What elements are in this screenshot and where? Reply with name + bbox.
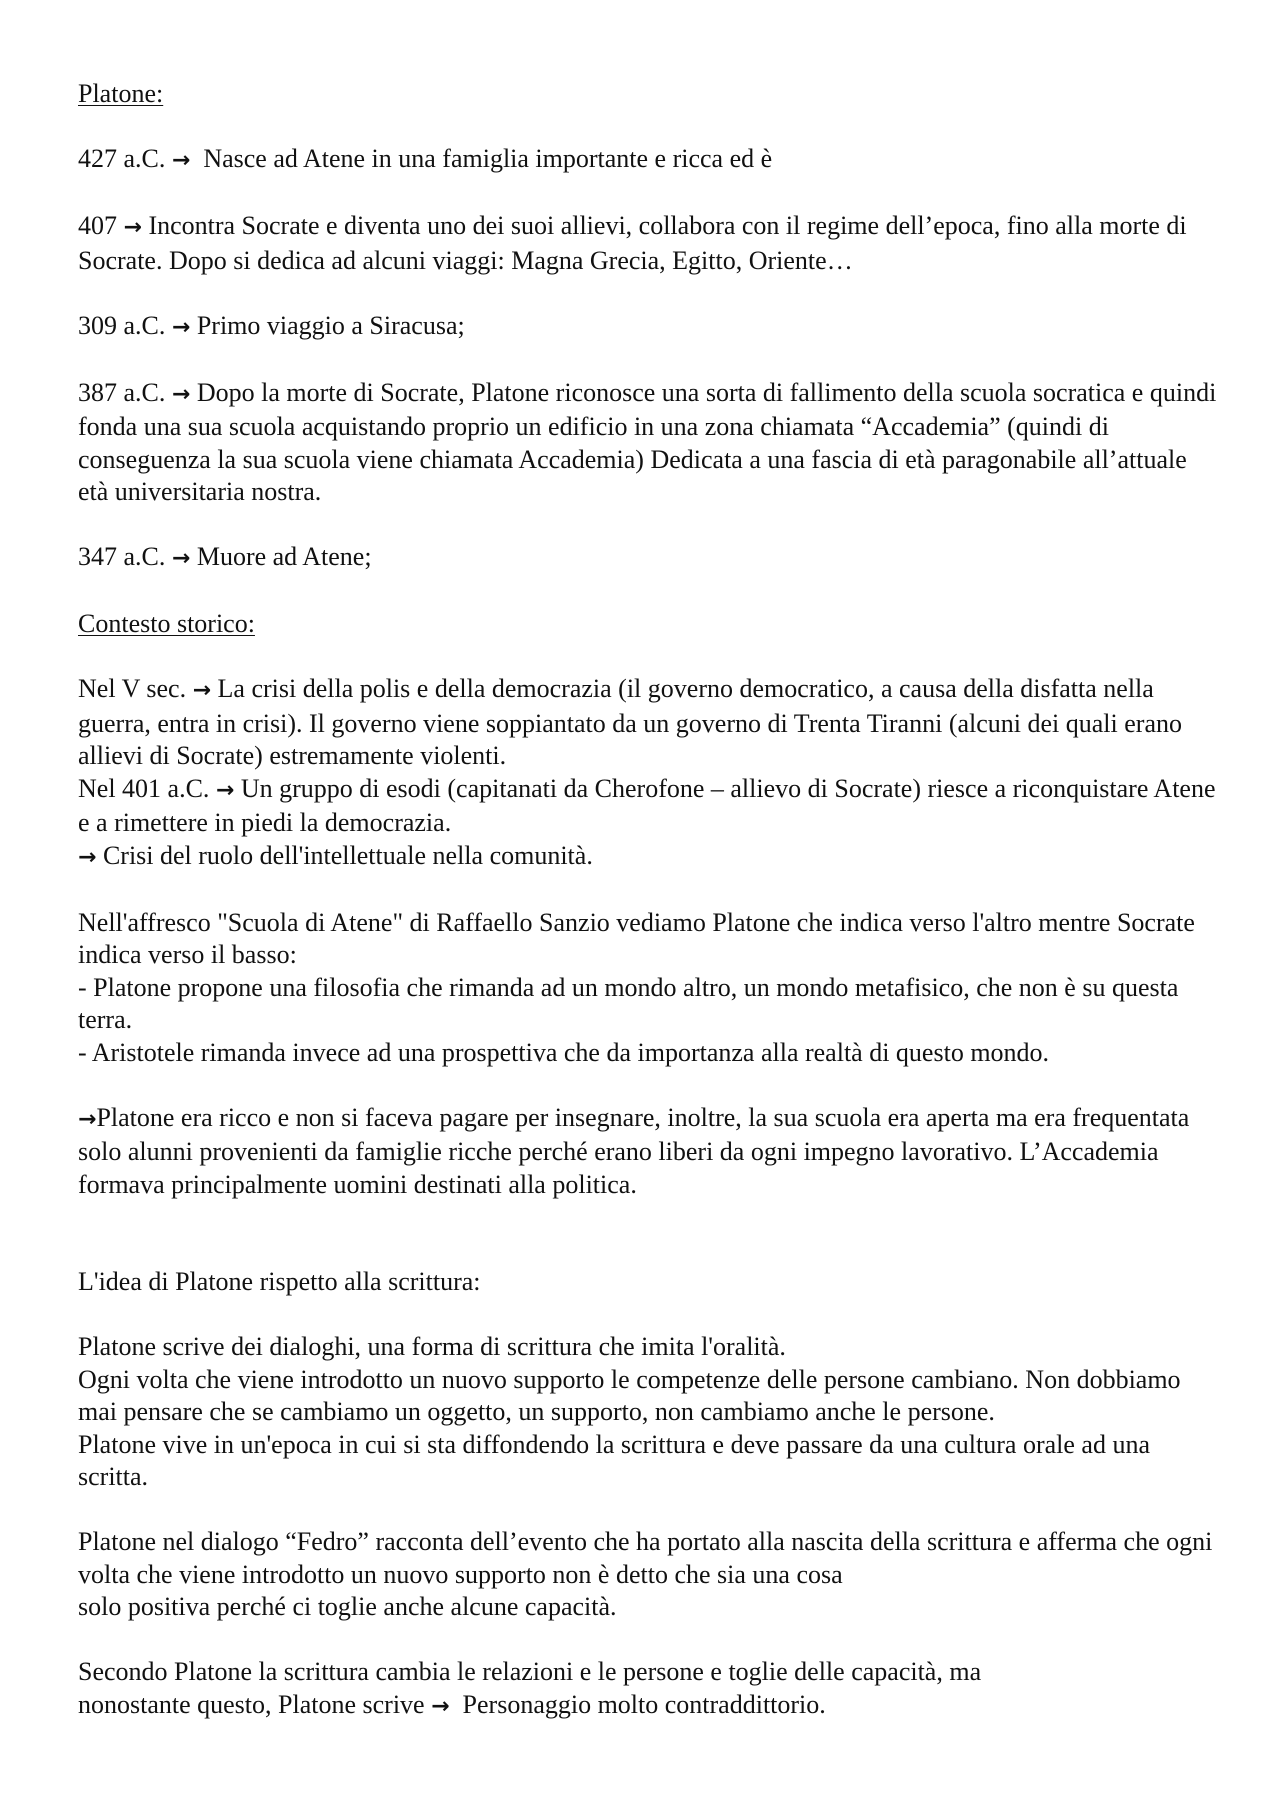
arrow-right-icon: → [171, 148, 191, 173]
section-heading-platone: Platone: [78, 79, 164, 108]
entry-date: 407 [78, 211, 117, 240]
entry-date: 347 a.C. [78, 542, 166, 571]
timeline-entry-407 [78, 210, 1220, 277]
entry-text: Incontra Socrate e diventa uno dei suoi allievi, collabora con il regime dell’epoca, fino alla morte di Socrate. Dopo si dedica ad alcuni viaggi: Magna Grecia, Egitto, Oriente… [78, 211, 1187, 275]
entry-date: 427 a.C. [78, 144, 166, 173]
timeline-entry-347 [78, 541, 1220, 576]
wealth-paragraph: →Platone era ricco e non si faceva pagare per insegnare, inoltre, la sua scuola era aperta ma era frequentata solo alunni provenienti da famiglie ricche perché erano liberi da ogni impegno lavorativo. L’Accademia formava principalmente uomini destinati alla politica. [78, 1102, 1190, 1199]
timeline-entry-309 [78, 310, 1220, 345]
entry-text: Primo viaggio a Siracusa; [196, 310, 465, 340]
arrow-right-icon: → [171, 546, 191, 571]
arrow-right-icon: → [431, 1693, 450, 1719]
contesto-paragraph-401: Nel 401 a.C. → Un gruppo di esodi (capitanati da Cherofone – allievo di Socrate) riesce a riconquistare Atene e a rimettere in piedi la democrazia. [78, 773, 1216, 837]
scrittura-line: Platone scrive dei dialoghi, una forma di scrittura che imita l'oralità. [78, 1332, 786, 1361]
arrow-right-icon: → [215, 777, 235, 803]
fedro-paragraph: Platone nel dialogo “Fedro” racconta dell’evento che ha portato alla nascita della scrittura e afferma che ogni volta che viene introdotto un nuovo supporto non è detto che sia una cosa [78, 1527, 1213, 1589]
conclusion-line: nonostante questo, Platone scrive → Personaggio molto contraddittorio. [78, 1689, 826, 1719]
section-heading-contesto: Contesto storico: [78, 609, 255, 638]
entry-date: 309 a.C. [78, 310, 166, 340]
entry-date: 387 a.C. [78, 377, 166, 407]
fresco-list-item: - Platone propone una filosofia che rimanda ad un mondo altro, un mondo metafisico, che non è su questa terra. [78, 972, 1179, 1034]
entry-text: Muore ad Atene; [196, 542, 372, 571]
arrow-right-icon: → [123, 215, 142, 240]
section-heading-scrittura: L'idea di Platone rispetto alla scrittura: [78, 1267, 481, 1296]
entry-text: Nasce ad Atene in una famiglia importante e ricca ed è [203, 144, 773, 173]
scrittura-line: Platone vive in un'epoca in cui si sta diffondendo la scrittura e deve passare da una cultura orale ad una scritta. [78, 1429, 1150, 1491]
fresco-intro: Nell'affresco "Scuola di Atene" di Raffaello Sanzio vediamo Platone che indica verso l'altro mentre Socrate indica verso il basso: [78, 907, 1195, 969]
arrow-right-icon: → [171, 381, 191, 407]
contesto-paragraph-v-sec: Nel V sec. → La crisi della polis e della democrazia (il governo democratico, a causa della disfatta nella guerra, entra in crisi). Il governo viene soppiantato da un governo di Trenta Tiranni (alcuni dei quali erano allievi di Socrate) estremamente violenti. [78, 674, 1182, 770]
arrow-right-icon: → [78, 1106, 97, 1132]
arrow-right-icon: → [78, 844, 97, 870]
timeline-entry-387 [78, 377, 1220, 509]
contesto-paragraph-crisi: → Crisi del ruolo dell'intellettuale nella comunità. [78, 840, 593, 870]
conclusion-line: Secondo Platone la scrittura cambia le relazioni e le persone e toglie delle capacità, ma [78, 1657, 982, 1686]
fedro-paragraph-end: solo positiva perché ci toglie anche alcune capacità. [78, 1592, 617, 1621]
fresco-list-item: - Aristotele rimanda invece ad una prospettiva che da importanza alla realtà di questo mondo. [78, 1037, 1050, 1067]
entry-text: Dopo la morte di Socrate, Platone riconosce una sorta di fallimento della scuola socratica e quindi fonda una sua scuola acquistando proprio un edificio in una zona chiamata “Accademia” (quindi di conseguenza la sua scuola viene chiamata Accademia) Dedicata a una fascia di età paragonabile all’attuale età universitaria nostra. [78, 377, 1217, 506]
arrow-right-icon: → [192, 678, 212, 703]
scrittura-line: Ogni volta che viene introdotto un nuovo supporto le competenze delle persone cambiano. Non dobbiamo mai pensare che se cambiamo un oggetto, un supporto, non cambiamo anche le persone. [78, 1364, 1181, 1426]
timeline-entry-427 [78, 143, 1220, 178]
arrow-right-icon: → [171, 314, 191, 340]
